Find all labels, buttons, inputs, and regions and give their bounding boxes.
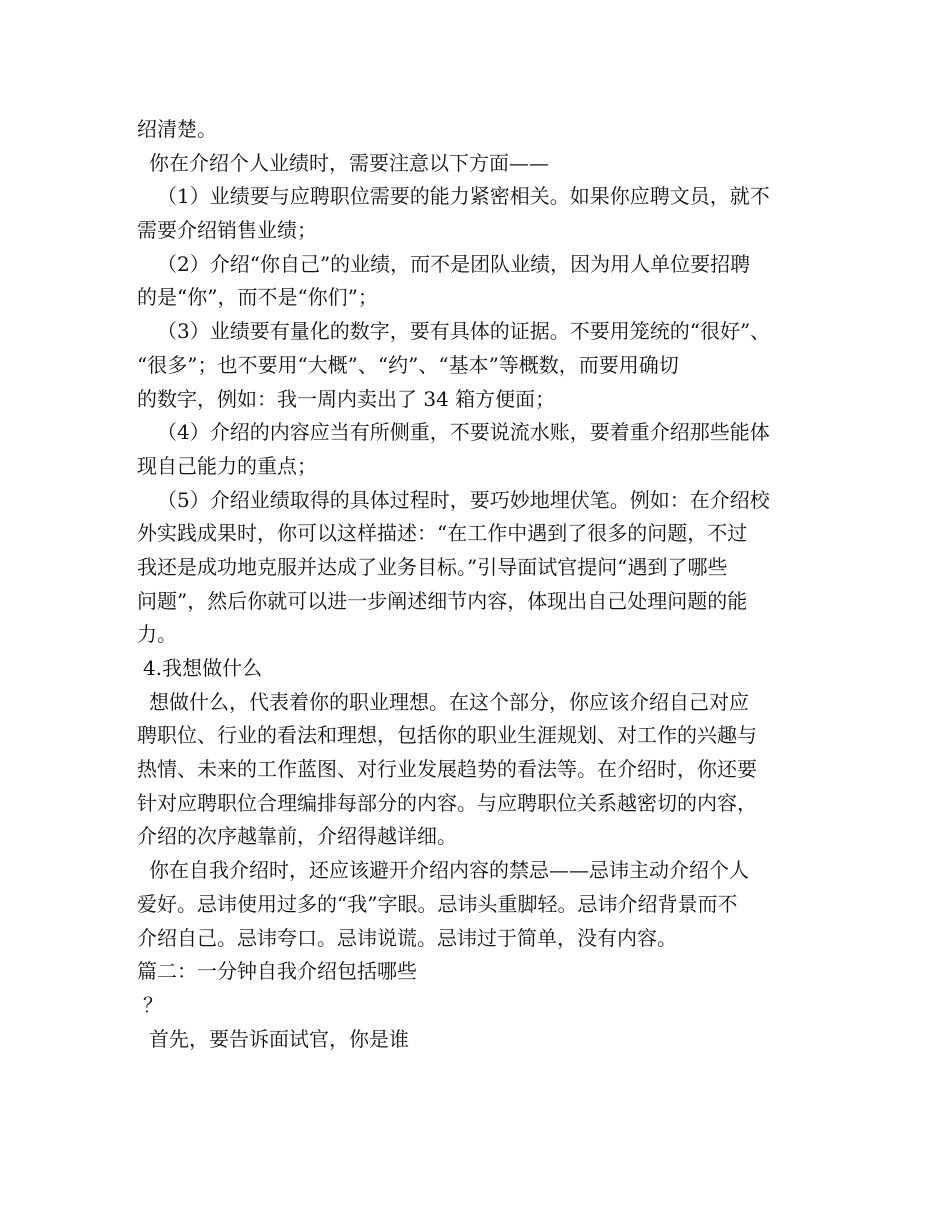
text-line: （1）业绩要与应聘职位需要的能力紧密相关。如果你应聘文员，就不 — [157, 184, 770, 209]
text-line: 你在介绍个人业绩时，需要注意以下方面—— — [149, 150, 549, 175]
text-line: 我还是成功地克服并达成了业务目标。”引导面试官提问“遇到了哪些 — [137, 554, 728, 579]
text-line: 问题”，然后你就可以进一步阐述细节内容，体现出自己处理问题的能 — [137, 588, 748, 613]
text-line: 现自己能力的重点； — [137, 453, 317, 478]
text-line: （2）介绍“你自己”的业绩，而不是团队业绩，因为用人单位要招聘 — [157, 251, 751, 276]
text-line: 聘职位、行业的看法和理想，包括你的职业生涯规划、对工作的兴趣与 — [137, 723, 757, 748]
text-line: （5）介绍业绩取得的具体过程时，要巧妙地埋伏笔。例如：在介绍校 — [157, 487, 770, 512]
section-heading: 4.我想做什么 — [143, 656, 263, 680]
text-line: 热情、未来的工作蓝图、对行业发展趋势的看法等。在介绍时，你还要 — [137, 757, 757, 782]
text-line: 介绍的次序越靠前，介绍得越详细。 — [137, 824, 457, 849]
text-line: 想做什么，代表着你的职业理想。在这个部分，你应该介绍自己对应 — [149, 689, 749, 714]
text-line: 针对应聘职位合理编排每部分的内容。与应聘职位关系越密切的内容， — [137, 790, 757, 815]
text-line: 力。 — [137, 622, 177, 647]
text-line: 绍清楚。 — [137, 117, 217, 141]
text-line: 首先，要告诉面试官，你是谁 — [149, 1026, 409, 1051]
text-line: 的是“你”，而不是“你们”； — [137, 285, 378, 310]
text-line: （3）业绩要有量化的数字，要有具体的证据。不要用笼统的“很好”、 — [157, 319, 771, 344]
text-line: （4）介绍的内容应当有所侧重，不要说流水账，要着重介绍那些能体 — [157, 420, 770, 445]
text-line: 外实践成果时，你可以这样描述：“在工作中遇到了很多的问题，不过 — [137, 521, 748, 546]
text-line: 需要介绍销售业绩； — [137, 218, 317, 243]
document-body — [137, 113, 827, 1056]
text-line: 爱好。忌讳使用过多的“我”字眼。忌讳头重脚轻。忌讳介绍背景而不 — [137, 891, 738, 916]
text-line: 的数字，例如：我一周内卖出了 34 箱方便面； — [137, 386, 556, 411]
text-line: 介绍自己。忌讳夸口。忌讳说谎。忌讳过于简单，没有内容。 — [137, 925, 677, 950]
article-heading: 篇二：一分钟自我介绍包括哪些 — [137, 959, 417, 984]
text-line: “很多”；也不要用“大概”、“约”、“基本”等概数，而要用确切 — [137, 352, 679, 377]
text-line: 你在自我介绍时，还应该避开介绍内容的禁忌——忌讳主动介绍个人 — [149, 858, 749, 883]
text-line: ？ — [143, 992, 163, 1017]
